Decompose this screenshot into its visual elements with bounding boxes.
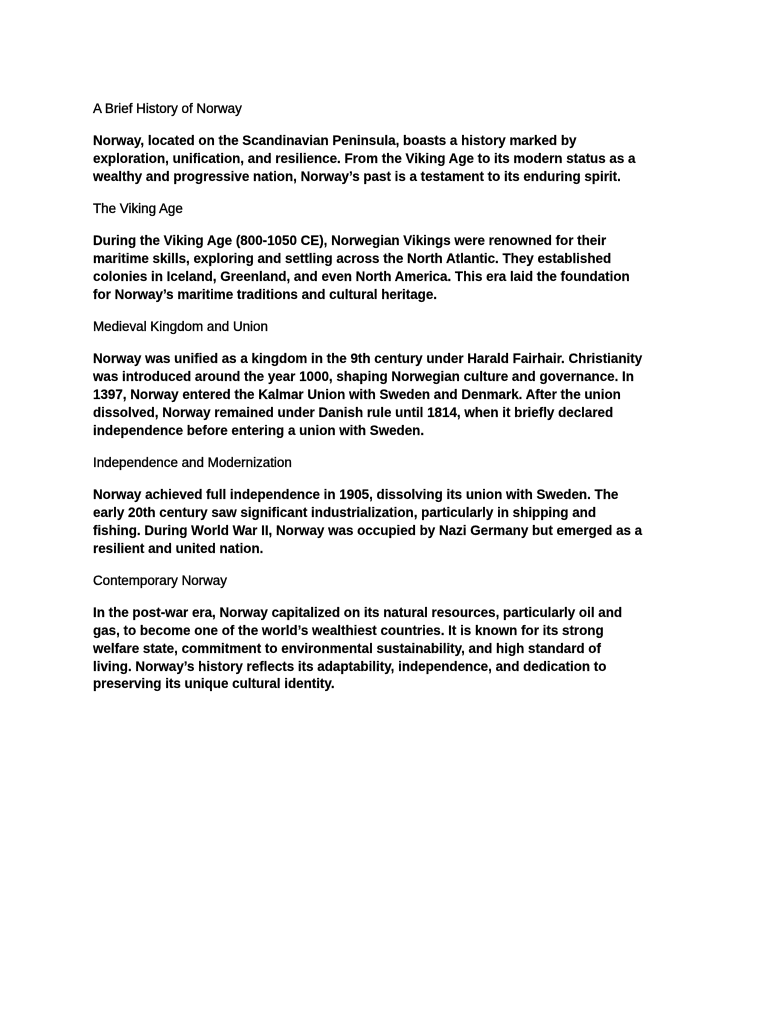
section-heading-block (93, 454, 681, 472)
paragraph-line: fishing. During World War II, Norway was occupied by Nazi Germany but emerged as a (93, 522, 643, 538)
section-heading: Independence and Modernization (93, 454, 292, 470)
document-page (93, 100, 681, 708)
section-paragraph (93, 232, 681, 303)
paragraph-line: independence before entering a union with Sweden. (93, 422, 425, 438)
paragraph-line: Norway achieved full independence in 1905, dissolving its union with Sweden. The (93, 487, 619, 503)
paragraph-line: Norway, located on the Scandinavian Peninsula, boasts a history marked by (93, 133, 577, 149)
paragraph-line: was introduced around the year 1000, shaping Norwegian culture and governance. In (93, 369, 634, 385)
section-heading: Medieval Kingdom and Union (93, 319, 268, 335)
paragraph-line: resilient and united nation. (93, 540, 264, 556)
paragraph-line: 1397, Norway entered the Kalmar Union with Sweden and Denmark. After the union (93, 387, 621, 403)
section-heading-block (93, 572, 681, 590)
paragraph-line: exploration, unification, and resilience. From the Viking Age to its modern status as a (93, 151, 636, 167)
section-paragraph (93, 350, 681, 439)
paragraph-line: maritime skills, exploring and settling across the North Atlantic. They established (93, 251, 612, 267)
paragraph-line: preserving its unique cultural identity. (93, 676, 335, 692)
paragraph-line: During the Viking Age (800-1050 CE), Norwegian Vikings were renowned for their (93, 233, 607, 249)
paragraph-line: living. Norway’s history reflects its adaptability, independence, and dedication to (93, 658, 607, 674)
paragraph-line: gas, to become one of the world’s wealthiest countries. It is known for its strong (93, 623, 604, 639)
section-heading: The Viking Age (93, 201, 183, 217)
section-heading-block (93, 318, 681, 336)
paragraph-line: Norway was unified as a kingdom in the 9th century under Harald Fairhair. Christianity (93, 351, 643, 367)
intro-paragraph (93, 132, 681, 185)
paragraph-line: wealthy and progressive nation, Norway’s past is a testament to its enduring spirit. (93, 168, 621, 184)
section-heading: Contemporary Norway (93, 572, 227, 588)
section-paragraph (93, 604, 681, 693)
section-paragraph (93, 486, 681, 557)
section-heading-block (93, 200, 681, 218)
paragraph-line: welfare state, commitment to environmental sustainability, and high standard of (93, 640, 601, 656)
paragraph-line: early 20th century saw significant industrialization, particularly in shipping and (93, 505, 596, 521)
paragraph-line: In the post-war era, Norway capitalized on its natural resources, particularly oil and (93, 605, 623, 621)
paragraph-line: colonies in Iceland, Greenland, and even North America. This era laid the foundation (93, 269, 630, 285)
document-title-block (93, 100, 681, 118)
document-title: A Brief History of Norway (93, 101, 242, 116)
paragraph-line: for Norway’s maritime traditions and cultural heritage. (93, 286, 438, 302)
paragraph-line: dissolved, Norway remained under Danish rule until 1814, when it briefly declared (93, 404, 614, 420)
